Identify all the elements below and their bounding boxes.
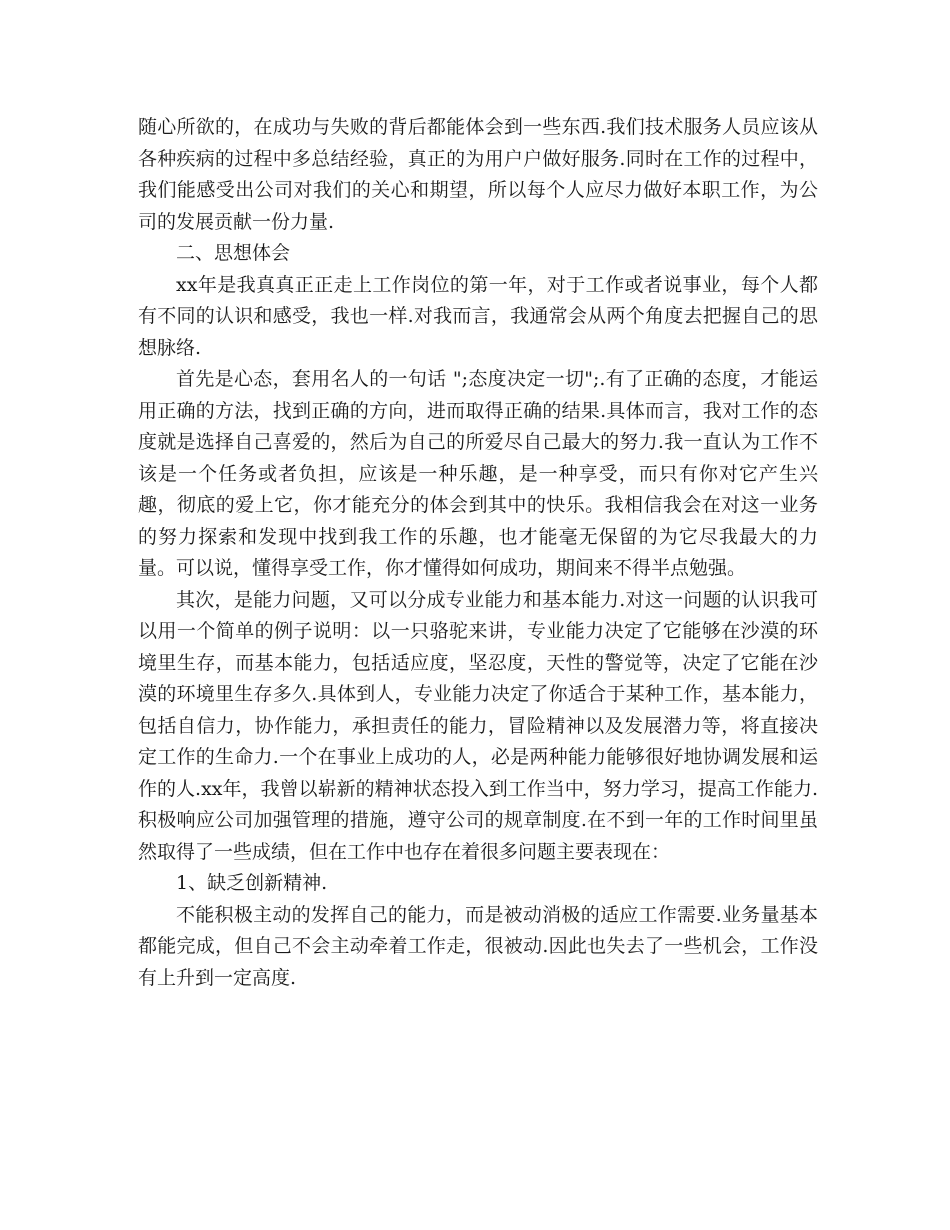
paragraph: 随心所欲的，在成功与失败的背后都能体会到一些东西.我们技术服务人员应该从各种疾病的过程中多总结经验，真正的为用户户做好服务.同时在工作的过程中，我们能感受出公司对我们的关心和期望，所以每个人应尽力做好本职工作，为公司的发展贡献一份力量. xyxy=(138,116,818,233)
paragraph: xx年是我真真正正走上工作岗位的第一年，对于工作或者说事业，每个人都有不同的认识和感受，我也一样.对我而言，我通常会从两个角度去把握自己的思想脉络. xyxy=(138,273,818,359)
document-body xyxy=(138,112,818,994)
paragraph: 其次，是能力问题，又可以分成专业能力和基本能力.对这一问题的认识我可以用一个简单的例子说明：以一只骆驼来讲，专业能力决定了它能够在沙漠的环境里生存，而基本能力，包括适应度，坚忍度，天性的警觉等，决定了它能在沙漠的环境里生存多久.具体到人，专业能力决定了你适合于某种工作，基本能力，包括自信力，协作能力，承担责任的能力，冒险精神以及发展潜力等，将直接决定工作的生命力.一个在事业上成功的人，必是两种能力能够很好地协调发展和运作的人.xx年，我曾以崭新的精神状态投入到工作当中，努力学习，提高工作能力.积极响应公司加强管理的措施，遵守公司的规章制度.在不到一年的工作时间里虽然取得了一些成绩，但在工作中也存在着很多问题主要表现在： xyxy=(138,588,818,863)
paragraph: 不能积极主动的发挥自己的能力，而是被动消极的适应工作需要.业务量基本都能完成，但自己不会主动牵着工作走，很被动.因此也失去了一些机会，工作没有上升到一定高度. xyxy=(138,903,818,989)
paragraph: 首先是心态，套用名人的一句话 ";态度决定一切";.有了正确的态度，才能运用正确的方法，找到正确的方向，进而取得正确的结果.具体而言，我对工作的态度就是选择自己喜爱的，然后为自己的所爱尽自己最大的努力.我一直认为工作不该是一个任务或者负担，应该是一种乐趣，是一种享受，而只有你对它产生兴趣，彻底的爱上它，你才能充分的体会到其中的快乐。我相信我会在对这一业务的努力探索和发现中找到我工作的乐趣，也才能毫无保留的为它尽我最大的力量。可以说，懂得享受工作，你才懂得如何成功，期间来不得半点勉强。 xyxy=(138,368,818,579)
section-heading: 二、思想体会 xyxy=(176,242,291,264)
list-heading: 1、缺乏创新精神. xyxy=(176,872,328,894)
